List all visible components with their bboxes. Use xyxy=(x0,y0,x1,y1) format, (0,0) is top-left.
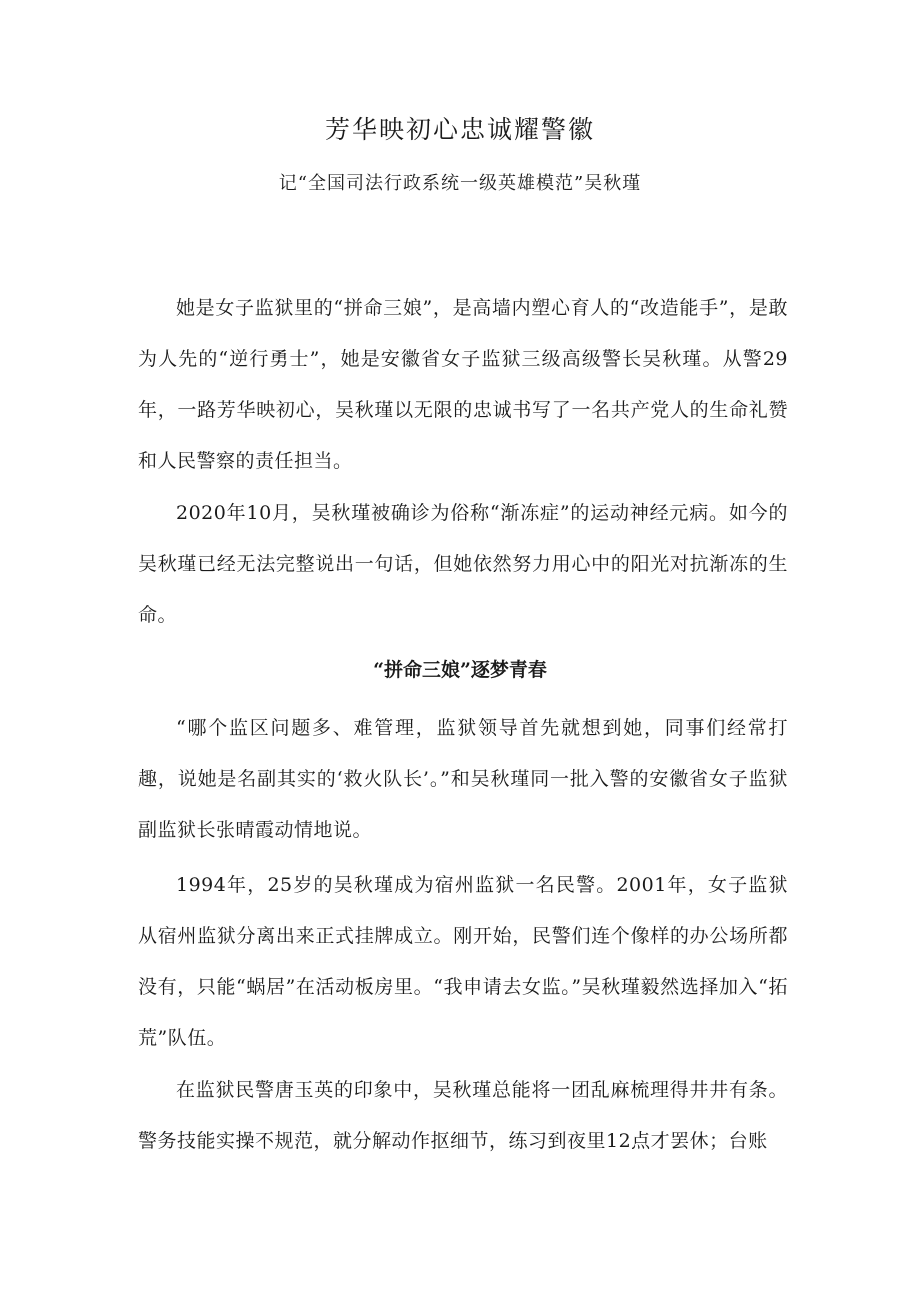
body-paragraph: 在监狱民警唐玉英的印象中，吴秋瑾总能将一团乱麻梳理得井井有条。警务技能实操不规范，就分解动作抠细节，练习到夜里12点才罢休；台账 xyxy=(138,1079,788,1152)
body-paragraph: 她是女子监狱里的“拼命三娘”，是高墙内塑心育人的“改造能手”，是敢为人先的“逆行勇士”，她是安徽省女子监狱三级高级警长吴秋瑾。从警29年，一路芳华映初心，吴秋瑾以无限的忠诚书写了一名共产党人的生命礼赞和人民警察的责任担当。 xyxy=(138,297,788,472)
section-heading: “拼命三娘”逐梦青春 xyxy=(373,659,547,681)
document-subtitle: 记“全国司法行政系统一级英雄模范”吴秋瑾 xyxy=(278,173,642,194)
body-paragraph: 1994年，25岁的吴秋瑾成为宿州监狱一名民警。2001年，女子监狱从宿州监狱分离出来正式挂牌成立。刚开始，民警们连个像样的办公场所都没有，只能“蜗居”在活动板房里。“我申请去女监。”吴秋瑾毅然选择加入“拓荒”队伍。 xyxy=(138,874,788,1049)
body-paragraph: 2020年10月，吴秋瑾被确诊为俗称“渐冻症”的运动神经元病。如今的吴秋瑾已经无法完整说出一句话，但她依然努力用心中的阳光对抗渐冻的生命。 xyxy=(138,502,788,626)
body-paragraph: “哪个监区问题多、难管理，监狱领导首先就想到她，同事们经常打趣，说她是名副其实的‘救火队长’。”和吴秋瑾同一批入警的安徽省女子监狱副监狱长张晴霞动情地说。 xyxy=(138,717,788,841)
document-title: 芳华映初心忠诚耀警徽 xyxy=(324,115,595,144)
